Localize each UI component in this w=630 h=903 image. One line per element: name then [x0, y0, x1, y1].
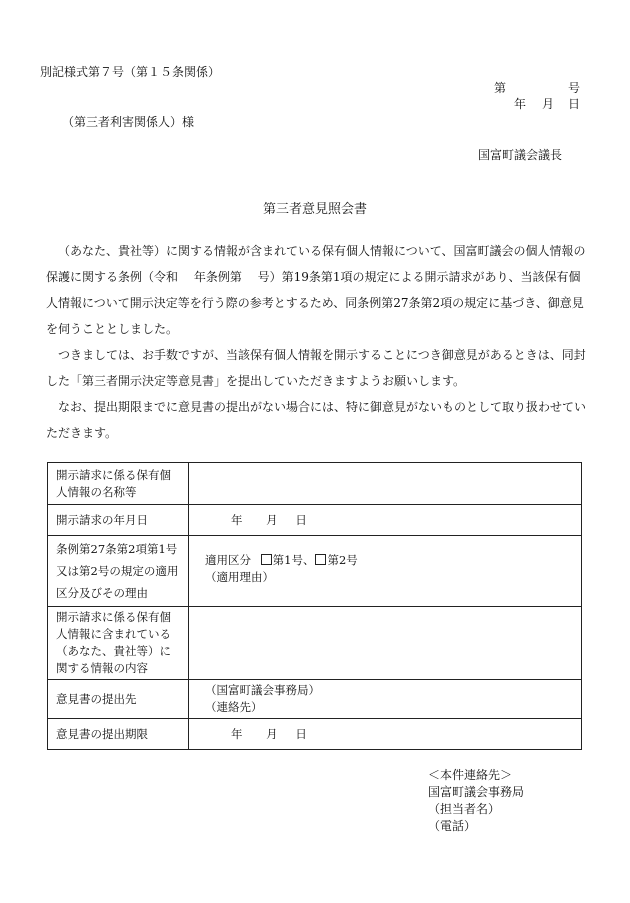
request-date-day: 日 — [295, 512, 307, 527]
table-row — [48, 719, 582, 750]
checkbox-icon[interactable] — [315, 554, 326, 565]
contact-block — [428, 767, 524, 835]
clause-reason: （適用理由） — [205, 570, 274, 584]
table-row — [48, 505, 582, 536]
clause-option-1: 第1号、 — [272, 553, 315, 567]
clause-selection — [205, 552, 573, 569]
deadline-year: 年 — [231, 726, 243, 741]
number-prefix: 第 — [494, 81, 507, 95]
date-year: 年 — [514, 97, 527, 111]
table-row — [48, 536, 582, 607]
row-value-applicable-clause — [189, 536, 582, 607]
inquiry-table — [47, 462, 582, 750]
row-label-info-name: 開示請求に係る保有個人情報の名称等 — [48, 463, 189, 505]
submit-contact: （連絡先） — [205, 700, 263, 714]
checkbox-icon[interactable] — [261, 554, 272, 565]
row-value-request-date — [189, 505, 582, 536]
request-date-month: 月 — [266, 512, 278, 527]
row-label-applicable-clause: 条例第27条第2項第1号又は第2号の規定の適用区分及びその理由 — [48, 536, 189, 607]
body-paragraph-1: （あなた、貴社等）に関する情報が含まれている保有個人情報について、国富町議会の個人情報の保護に関する条例（令和 年条例第 号）第19条第1項の規定による開示請求があり、当該保有個人情報について開示決定等を行う際の参考とするため、同条例第27条第2項の規定に基づき、御意見を伺うこととしました。 — [46, 244, 586, 336]
row-label-info-content: 開示請求に係る保有個人情報に含まれている（あなた、貴社等）に関する情報の内容 — [48, 607, 189, 680]
row-value-submit-to — [189, 680, 582, 719]
body-text — [46, 238, 586, 446]
contact-person: （担当者名） — [428, 802, 501, 816]
contact-office: 国富町議会事務局 — [428, 785, 525, 799]
row-label-submit-to: 意見書の提出先 — [48, 680, 189, 719]
deadline-day: 日 — [295, 726, 307, 741]
body-paragraph-2: つきましては、お手数ですが、当該保有個人情報を開示することにつき御意見があるときは、同封した「第三者開示決定等意見書」を提出していただきますようお願いします。 — [46, 348, 586, 388]
addressee: （第三者利害関係人）様 — [62, 115, 195, 129]
table-row — [48, 463, 582, 505]
contact-heading: ＜本件連絡先＞ — [428, 768, 513, 782]
row-value-info-name — [189, 463, 582, 505]
contact-phone: （電話） — [428, 819, 477, 833]
number-suffix: 号 — [568, 81, 581, 95]
row-value-info-content — [189, 607, 582, 680]
date-day: 日 — [568, 97, 581, 111]
date-month: 月 — [542, 97, 555, 111]
document-title: 第三者意見照会書 — [262, 202, 367, 217]
row-label-request-date: 開示請求の年月日 — [48, 505, 189, 536]
form-identifier: 別記様式第７号（第１５条関係） — [40, 65, 221, 79]
request-date-year: 年 — [231, 512, 243, 527]
row-label-deadline: 意見書の提出期限 — [48, 719, 189, 750]
deadline-month: 月 — [266, 726, 278, 741]
row-value-deadline — [189, 719, 582, 750]
sender: 国富町議会議長 — [478, 148, 563, 162]
table-row — [48, 680, 582, 719]
submit-office: （国富町議会事務局） — [205, 683, 320, 697]
clause-option-2: 第2号 — [327, 553, 358, 567]
clause-prefix: 適用区分 — [205, 553, 251, 567]
table-row — [48, 607, 582, 680]
body-paragraph-3: なお、提出期限までに意見書の提出がない場合には、特に御意見がないものとして取り扱わせていただきます。 — [46, 400, 587, 440]
